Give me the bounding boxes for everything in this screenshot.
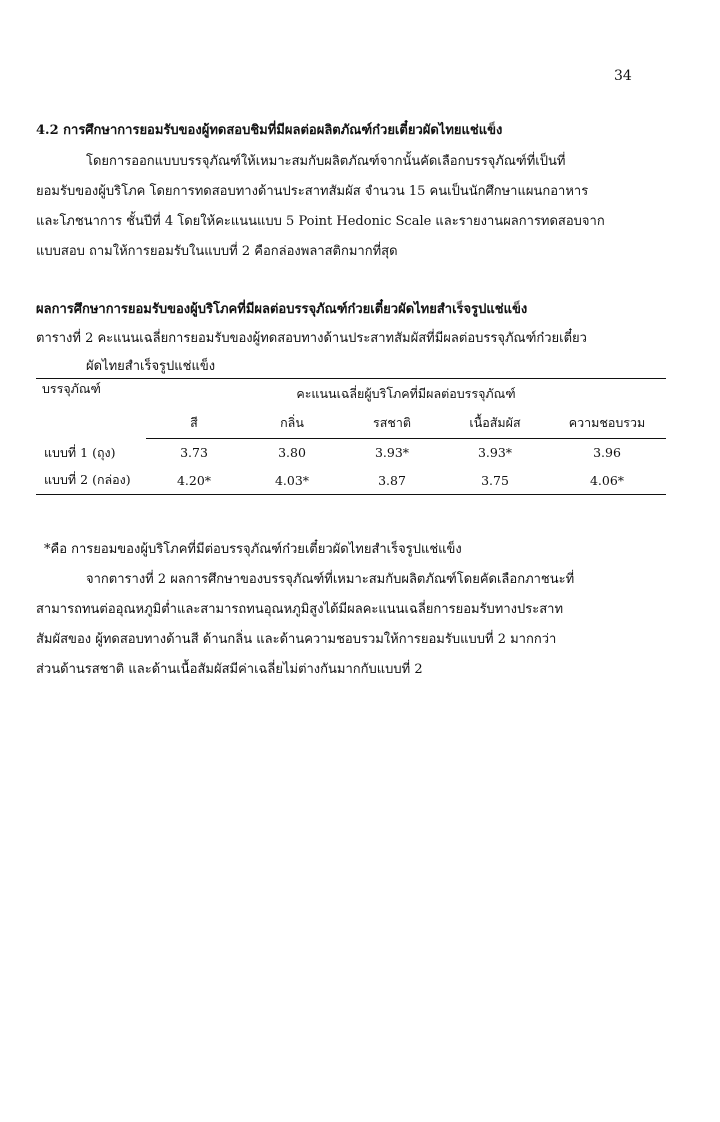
table-cell: 3.96 bbox=[593, 445, 621, 461]
column-header: สี bbox=[146, 409, 242, 439]
row-header: บรรจุภัณฑ์ bbox=[42, 380, 101, 396]
page-number: 34 bbox=[614, 68, 632, 84]
paragraph-line: แบบสอบ ถามให้การยอมรับในแบบที่ 2 คือกล่องพลาสติกมากที่สุด bbox=[36, 244, 398, 259]
column-header: รสชาติ bbox=[342, 409, 442, 439]
row-label: แบบที่ 1 (ถุง) bbox=[44, 444, 116, 460]
paragraph-line: สามารถทนต่ออุณหภูมิต่ำและสามารถทนอุณหภูมิสูงได้มีผลคะแนนเฉลี่ยการยอมรับทางประสาท bbox=[36, 602, 564, 617]
table-cell: 3.75 bbox=[442, 467, 548, 495]
results-heading: ผลการศึกษาการยอมรับของผู้บริโภคที่มีผลต่อบรรจุภัณฑ์ก๋วยเตี๋ยวผัดไทยสำเร็จรูปแช่แข็ง bbox=[36, 302, 528, 317]
table-cell: 3.80 bbox=[278, 445, 306, 461]
results-table bbox=[36, 378, 666, 495]
paragraph-line: โดยการออกแบบบรรจุภัณฑ์ให้เหมาะสมกับผลิตภัณฑ์จากนั้นคัดเลือกบรรจุภัณฑ์ที่เป็นที่ bbox=[86, 154, 566, 169]
table-caption-line: ตารางที่ 2 คะแนนเฉลี่ยการยอมรับของผู้ทดสอบทางด้านประสาทสัมผัสที่มีผลต่อบรรจุภัณฑ์ก๋วยเตี๋ยว bbox=[36, 331, 587, 346]
table-cell: 4.06* bbox=[548, 467, 666, 495]
footnote: *คือ การยอมของผู้บริโภคที่มีต่อบรรจุภัณฑ์ก๋วยเตี๋ยวผัดไทยสำเร็จรูปแช่แข็ง bbox=[44, 542, 462, 557]
row-header-cell bbox=[36, 379, 146, 439]
table-row bbox=[36, 439, 666, 467]
column-header: ความชอบรวม bbox=[548, 409, 666, 439]
table-cell: 3.93* bbox=[477, 445, 513, 461]
column-header: เนื้อสัมผัส bbox=[442, 409, 548, 439]
paragraph-line: ส่วนด้านรสชาติ และด้านเนื้อสัมผัสมีค่าเฉลี่ยไม่ต่างกันมากกับแบบที่ 2 bbox=[36, 662, 423, 677]
paragraph-line: สัมผัสของ ผู้ทดสอบทางด้านสี ด้านกลิ่น และด้านความชอบรวมให้การยอมรับแบบที่ 2 มากกว่า bbox=[36, 632, 557, 647]
table-cell: 4.03* bbox=[242, 467, 342, 495]
table-caption-line: ผัดไทยสำเร็จรูปแช่แข็ง bbox=[86, 359, 216, 374]
group-header: คะแนนเฉลี่ยผู้บริโภคที่มีผลต่อบรรจุภัณฑ์ bbox=[146, 379, 666, 409]
table-cell: 3.87 bbox=[342, 467, 442, 495]
table-cell: 3.93* bbox=[374, 445, 410, 461]
table-cell: 4.20* bbox=[146, 467, 242, 495]
column-header: กลิ่น bbox=[242, 409, 342, 439]
paragraph-line: จากตารางที่ 2 ผลการศึกษาของบรรจุภัณฑ์ที่เหมาะสมกับผลิตภัณฑ์โดยคัดเลือกภาชนะที่ bbox=[86, 572, 575, 587]
table-cell: 3.73 bbox=[180, 445, 208, 461]
section-heading: 4.2 การศึกษาการยอมรับของผู้ทดสอบชิมที่มีผลต่อผลิตภัณฑ์ก๋วยเตี๋ยวผัดไทยแช่แข็ง bbox=[36, 123, 503, 138]
table-row bbox=[36, 467, 666, 495]
paragraph-line: และโภชนาการ ชั้นปีที่ 4 โดยให้คะแนนแบบ 5 Point Hedonic Scale และรายงานผลการทดสอบจาก bbox=[36, 214, 605, 229]
row-label: แบบที่ 2 (กล่อง) bbox=[36, 467, 146, 495]
paragraph-line: ยอมรับของผู้บริโภค โดยการทดสอบทางด้านประสาทสัมผัส จำนวน 15 คนเป็นนักศึกษาแผนกอาหาร bbox=[36, 184, 589, 199]
